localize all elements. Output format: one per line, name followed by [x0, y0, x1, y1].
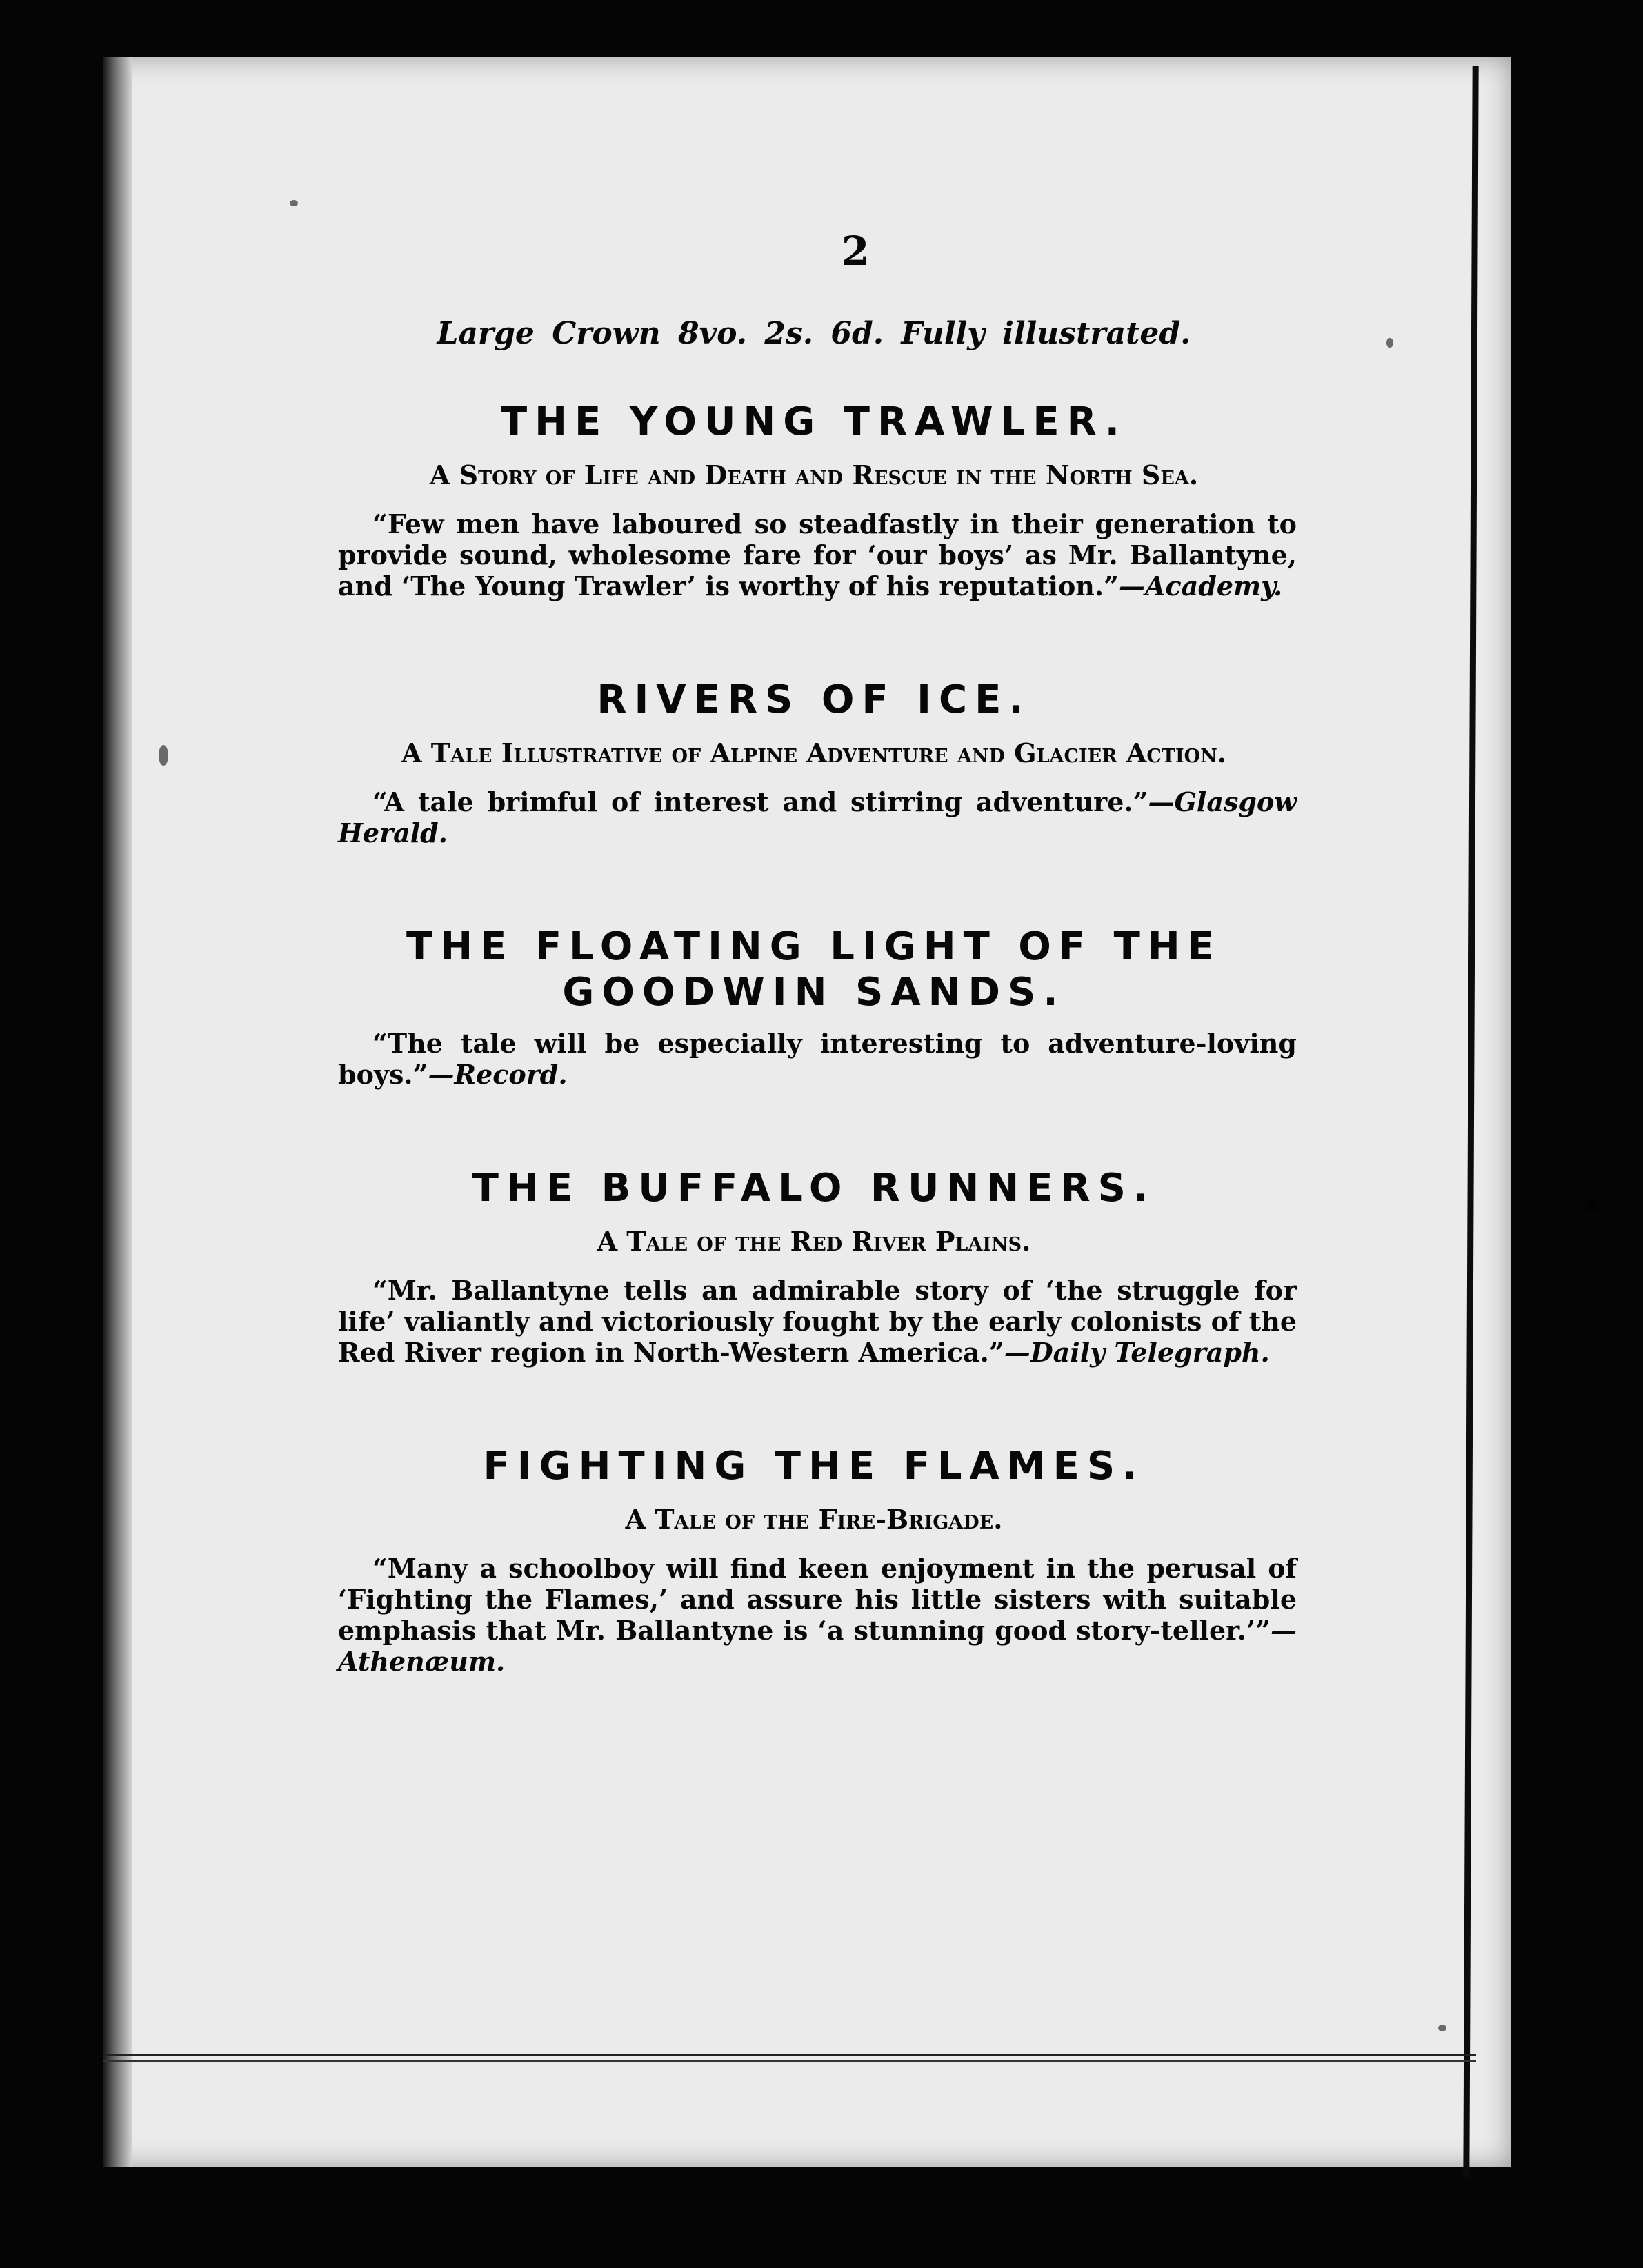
book-title: THE YOUNG TRAWLER. [500, 399, 1128, 444]
review-source: —Daily Telegraph. [1004, 1337, 1270, 1368]
ink-speck [290, 200, 298, 206]
bottom-rule [103, 2054, 1476, 2062]
ink-speck [1586, 1200, 1597, 1211]
ink-speck [1438, 2025, 1446, 2031]
book-title: FIGHTING THE FLAMES. [483, 1444, 1145, 1489]
review-source: —Academy. [1119, 570, 1283, 601]
review-source: —Record. [428, 1059, 568, 1090]
book-title: THE FLOATING LIGHT OF THE GOODWIN SANDS. [406, 924, 1222, 1015]
book-entry [331, 1166, 1297, 1368]
book-title: RIVERS OF ICE. [597, 677, 1031, 722]
review-quote: “Many a schoolboy will find keen enjoyment in the perusal of ‘Fighting the Flames,’ and assure his little sisters with suitable emphasis that Mr. Ballantyne is ‘a stunning good story-teller.’” [338, 1553, 1297, 1646]
book-review [338, 1275, 1297, 1368]
page-binding-edge [103, 57, 132, 2167]
review-quote: “A tale brimful of interest and stirring adventure.” [372, 786, 1148, 817]
catalogue-page [331, 228, 1297, 1677]
book-subtitle: A Tale Illustrative of Alpine Adventure and Glacier Action. [401, 737, 1226, 768]
book-title: THE BUFFALO RUNNERS. [472, 1166, 1156, 1211]
review-source: —Glasgow Herald. [338, 786, 1297, 848]
book-review [338, 1028, 1297, 1090]
review-quote: “Few men have laboured so steadfastly in their generation to provide sound, wholesome fare for ‘our boys’ as Mr. Ballantyne, and ‘The Young Trawler’ is worthy of his reputation.” [338, 508, 1297, 601]
book-review [338, 508, 1297, 601]
book-subtitle: A Tale of the Red River Plains. [597, 1226, 1031, 1257]
ink-speck [159, 745, 168, 766]
review-source: —Athenæum. [338, 1615, 1297, 1677]
book-entry [331, 677, 1297, 848]
review-quote: “The tale will be especially interesting to adventure-loving boys.” [338, 1028, 1297, 1090]
book-subtitle: A Tale of the Fire-Brigade. [625, 1504, 1003, 1535]
book-entry [331, 399, 1297, 601]
book-review [338, 1553, 1297, 1677]
book-entry [331, 924, 1297, 1090]
format-line: Large Crown 8vo. 2s. 6d. Fully illustrated. [437, 316, 1191, 351]
ink-speck [1386, 338, 1393, 348]
review-quote: “Mr. Ballantyne tells an admirable story of ‘the struggle for life’ valiantly and victoriously fought by the early colonists of the Red River region in North-Western America.” [338, 1275, 1297, 1368]
book-review [338, 786, 1297, 848]
page-number: 2 [841, 228, 870, 275]
book-entry [331, 1444, 1297, 1677]
book-subtitle: A Story of Life and Death and Rescue in the North Sea. [429, 459, 1199, 490]
